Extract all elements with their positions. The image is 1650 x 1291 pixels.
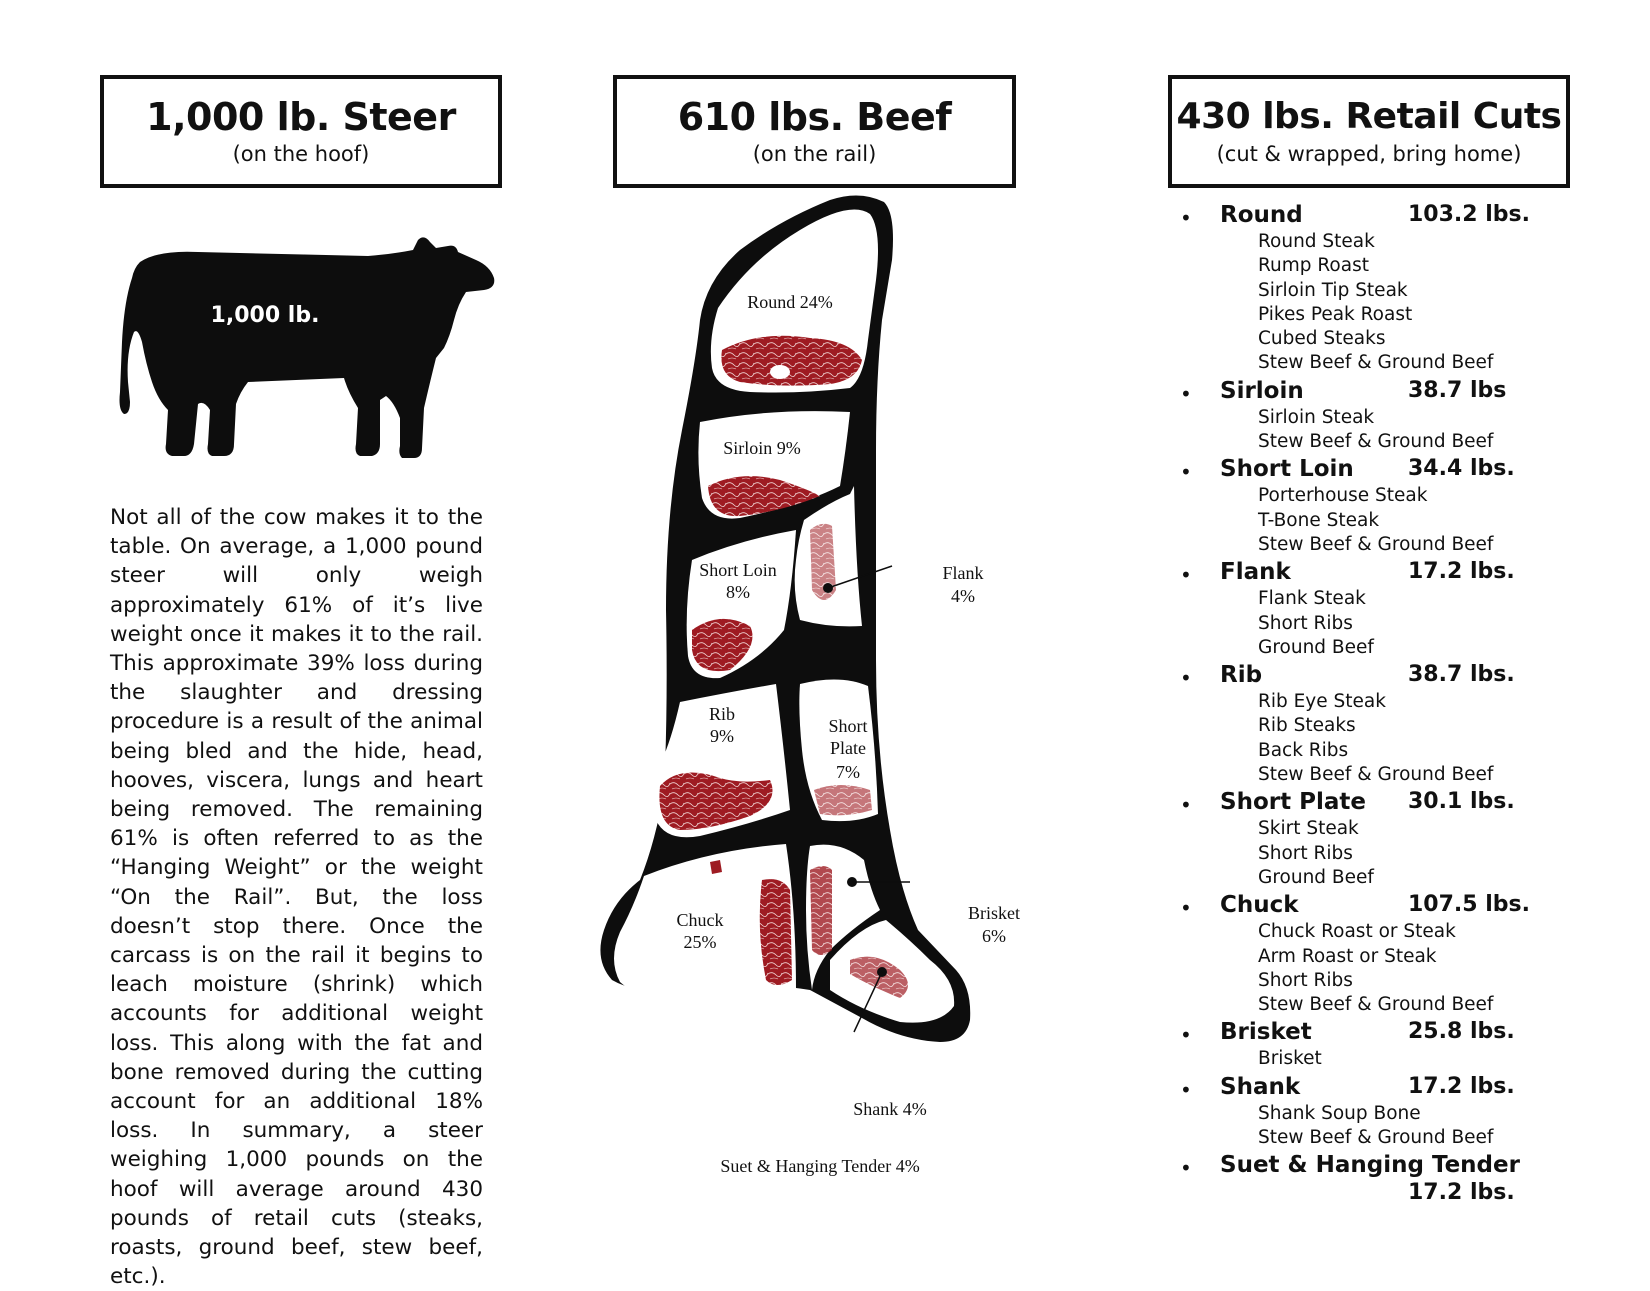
retail-cut-item: Stew Beef & Ground Beef: [1258, 1127, 1494, 1149]
retail-header-box: [1168, 75, 1570, 188]
brisket-meat: [810, 866, 832, 955]
short-plate-meat: [814, 785, 872, 815]
retail-cut-item: Short Ribs: [1258, 842, 1353, 864]
brisket-label-1: Brisket: [968, 903, 1020, 923]
category-weight: 34.4 lbs.: [1408, 456, 1515, 482]
category-name: Short Loin: [1220, 456, 1354, 483]
brisket-outer-label: [954, 902, 1034, 948]
category-weight: 30.1 lbs.: [1408, 789, 1515, 815]
retail-cut-item: Stew Beef & Ground Beef: [1258, 431, 1494, 453]
retail-cut-item: Stew Beef & Ground Beef: [1258, 533, 1494, 555]
flank-label-1: Flank: [942, 563, 984, 583]
retail-category: [1180, 376, 1600, 406]
flank-label-2: 4%: [951, 586, 975, 606]
category-name: Brisket: [1220, 1019, 1312, 1046]
category-weight: 107.5 lbs.: [1408, 892, 1530, 918]
retail-cuts-list: [1180, 200, 1600, 1208]
retail-cut-item: Skirt Steak: [1258, 818, 1359, 840]
retail-cut-item: T-Bone Steak: [1258, 509, 1380, 531]
bullet-icon: •: [1180, 563, 1192, 588]
chuck-label-1: Chuck: [676, 910, 724, 930]
short-plate-label-1: Short: [828, 716, 868, 736]
chuck-meat: [760, 879, 792, 985]
retail-cut-item: Porterhouse Steak: [1258, 485, 1428, 507]
retail-cut-item: Cubed Steaks: [1258, 328, 1386, 350]
retail-cut-item: Rib Steaks: [1258, 715, 1356, 737]
steer-header-box: [100, 75, 502, 188]
retail-cut-item: Ground Beef: [1258, 636, 1374, 658]
bullet-icon: •: [1180, 1023, 1192, 1048]
retail-cut-item: Short Ribs: [1258, 969, 1353, 991]
retail-cut-item: Flank Steak: [1258, 588, 1366, 610]
retail-cut-item: Stew Beef & Ground Beef: [1258, 994, 1494, 1016]
category-weight: 103.2 lbs.: [1408, 202, 1530, 227]
bullet-icon: •: [1180, 460, 1192, 485]
bullet-icon: •: [1180, 381, 1192, 406]
retail-cut-item: Sirloin Steak: [1258, 406, 1375, 428]
retail-cut-item: Brisket: [1258, 1048, 1322, 1070]
retail-cut-item: Shank Soup Bone: [1258, 1102, 1421, 1124]
retail-category: [1180, 557, 1600, 587]
retail-cut-item: Short Ribs: [1258, 612, 1353, 634]
retail-category: [1180, 1072, 1600, 1102]
category-name: Rib: [1220, 662, 1263, 689]
retail-title: 430 lbs. Retail Cuts: [1176, 96, 1562, 137]
retail-category: [1180, 200, 1600, 230]
category-weight: 17.2 lbs.: [1408, 559, 1515, 585]
beef-carcass-diagram: [600, 190, 1030, 1120]
rib-label-1: Rib: [708, 704, 736, 724]
category-weight: 25.8 lbs.: [1408, 1019, 1515, 1045]
retail-category: [1180, 787, 1600, 817]
explanation-paragraph: Not all of the cow makes it to the table. On average, a 1,000 pound steer will only weigh approximately 61% of it’s live weight once it makes it to the rail. This approximate 39% loss during the slaughter and dressing procedure is a result of the animal being bled and the hide, head, hooves, viscera, lungs and heart being removed. The remaining 61% is often referred to as the “Hanging Weight” or the weight “On the Rail”. But, the loss doesn’t stop there. Once the carcass is on the rail it begins to leach moisture (shrink) which accounts for additional weight loss. This along with the fat and bone removed during the cutting account for an additional 18% loss. In summary, a steer weighing 1,000 pounds on the hoof will average around 430 pounds of retail cuts (steaks, roasts, ground beef, stew beef, etc.).: [110, 505, 483, 1290]
category-name: Shank: [1220, 1073, 1301, 1100]
shank-outer-label: Shank 4%: [853, 1099, 927, 1119]
retail-cut-item: Back Ribs: [1258, 739, 1349, 761]
bullet-icon: •: [1180, 1077, 1192, 1102]
retail-cut-item: Arm Roast or Steak: [1258, 945, 1437, 967]
beef-subtitle: (on the rail): [752, 142, 877, 166]
category-name: Flank: [1220, 559, 1291, 586]
short-plate-label-2: Plate: [830, 738, 866, 758]
short-plate-label-3: 7%: [836, 762, 860, 782]
steer-subtitle: (on the hoof): [232, 142, 370, 166]
retail-cut-item: Stew Beef & Ground Beef: [1258, 764, 1494, 786]
steer-title: 1,000 lb. Steer: [146, 95, 456, 139]
bullet-icon: •: [1180, 896, 1192, 921]
retail-cut-item: Stew Beef & Ground Beef: [1258, 352, 1494, 374]
bullet-icon: •: [1180, 206, 1192, 230]
category-name: Chuck: [1220, 892, 1299, 919]
beef-title: 610 lbs. Beef: [677, 95, 952, 139]
retail-cut-item: Round Steak: [1258, 231, 1375, 252]
short-loin-label-1: Short Loin: [699, 560, 777, 580]
retail-subtitle: (cut & wrapped, bring home): [1216, 142, 1522, 166]
chuck-label-2: 25%: [683, 932, 717, 952]
suet-label: Suet & Hanging Tender 4%: [720, 1156, 920, 1176]
category-weight: 17.2 lbs.: [1408, 1073, 1515, 1099]
retail-category: [1180, 454, 1600, 484]
category-name: Round: [1220, 202, 1303, 228]
retail-cut-item: Sirloin Tip Steak: [1258, 279, 1408, 301]
steer-silhouette-icon: [118, 232, 498, 477]
category-weight: 38.7 lbs.: [1408, 662, 1515, 688]
brisket-label-2: 6%: [982, 926, 1006, 946]
retail-cut-item: Ground Beef: [1258, 866, 1374, 888]
category-weight: 17.2 lbs.: [1408, 1180, 1515, 1206]
short-loin-label-2: 8%: [726, 582, 750, 602]
category-weight: 38.7 lbs: [1408, 377, 1507, 403]
retail-category: [1180, 890, 1600, 920]
category-name: Short Plate: [1220, 789, 1366, 816]
bullet-icon: •: [1180, 666, 1192, 691]
retail-cut-item: Rib Eye Steak: [1258, 691, 1386, 713]
steer-weight-label: 1,000 lb.: [210, 303, 320, 328]
retail-category: [1180, 1017, 1600, 1047]
retail-cut-item: Rump Roast: [1258, 255, 1369, 277]
retail-cut-item: Pikes Peak Roast: [1258, 303, 1413, 325]
retail-category: [1180, 660, 1600, 690]
bullet-icon: •: [1180, 793, 1192, 818]
category-name: Sirloin: [1220, 377, 1304, 404]
bullet-icon: •: [1180, 1156, 1192, 1181]
retail-category-suet: [1180, 1150, 1600, 1208]
flank-outer-label: [928, 562, 998, 608]
beef-header-box: [613, 75, 1016, 188]
category-name: Suet & Hanging Tender: [1220, 1152, 1520, 1179]
round-label: Round 24%: [747, 292, 833, 312]
sirloin-label: Sirloin 9%: [723, 438, 801, 458]
retail-cut-item: Chuck Roast or Steak: [1258, 921, 1456, 943]
rib-label-2: 9%: [710, 726, 734, 746]
